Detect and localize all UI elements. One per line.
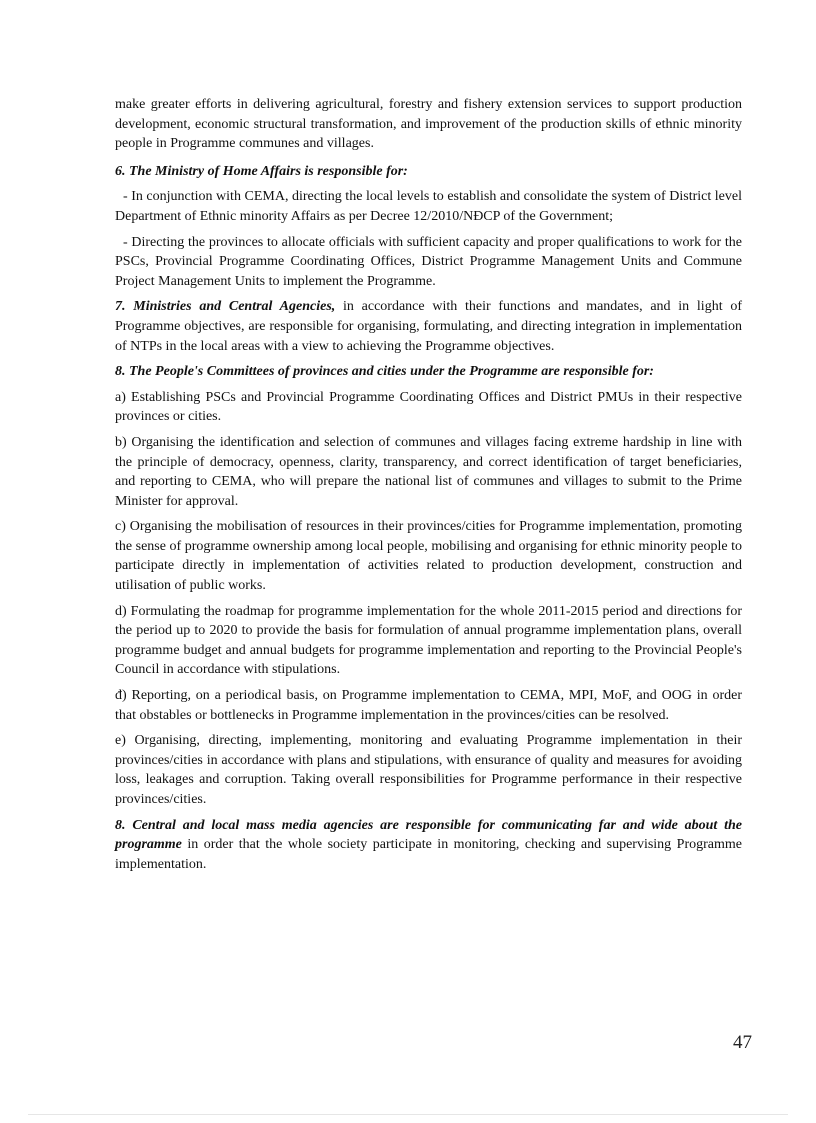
section-heading-6: 6. The Ministry of Home Affairs is responsible for:	[115, 163, 408, 179]
paragraph-7	[115, 297, 742, 356]
section-heading-8: 8. The People's Committees of provinces and cities under the Programme are responsible for:	[115, 364, 654, 380]
paragraph-8dd: đ) Reporting, on a periodical basis, on Programme implementation to CEMA, MPI, MoF, and OOG in order that obstables or bottlenecks in Programme implementation in the provinces/cities can be resolved.	[115, 688, 742, 723]
paragraph-media	[115, 816, 742, 875]
section-heading-7: 7. Ministries and Central Agencies,	[115, 299, 336, 315]
section-heading-media: 8. Central and local mass media agencies are responsible for communicating far and wide about the programme	[115, 817, 742, 853]
paragraph-8e: e) Organising, directing, implementing, monitoring and evaluating Programme implementation in their provinces/cities in accordance with plans and stipulations, with ensurance of quality and measures for avoiding loss, leakages and corruption. Taking overall responsibilities for Programme performance in their respective provinces/cities.	[115, 733, 742, 807]
paragraph-8b: b) Organising the identification and selection of communes and villages facing extreme hardship in line with the principle of democracy, openness, clarity, transparency, and correct identification of target beneficiaries, and reporting to CEMA, who will prepare the national list of communes and villages to submit to the Prime Minister for approval.	[115, 434, 742, 509]
paragraph-8c: c) Organising the mobilisation of resources in their provinces/cities for Programme implementation, promoting the sense of programme ownership among local people, mobilising and organising for ethnic minority people to participate directly in implementation of activities related to production development, construction and utilisation of public works.	[115, 519, 742, 594]
paragraph-8a: a) Establishing PSCs and Provincial Programme Coordinating Offices and District PMUs in their respective provinces or cities.	[115, 389, 742, 425]
paragraph-6a: - In conjunction with CEMA, directing the local levels to establish and consolidate the system of District level Department of Ethnic minority Affairs as per Decree 12/2010/NĐCP of the Government;	[115, 189, 742, 224]
paragraph-8d: d) Formulating the roadmap for programme implementation for the whole 2011-2015 period and directions for the period up to 2020 to provide the basis for formulation of annual programme implementation plans, overall programme budget and annual budgets for programme implementation and reporting to the Provincial People's Council in accordance with stipulations.	[115, 603, 742, 678]
page-number: 47	[733, 1032, 752, 1053]
paragraph-media-body: in order that the whole society participate in monitoring, checking and supervising Programme implementation.	[115, 837, 742, 872]
paragraph-6b: - Directing the provinces to allocate officials with sufficient capacity and proper qualifications to work for the PSCs, Provincial Programme Coordinating Offices, District Programme Management Units and Commune Project Management Units to implement the Programme.	[115, 234, 742, 289]
paragraph-continuation: make greater efforts in delivering agricultural, forestry and fishery extension services to support production development, economic structural transformation, and improvement of the production skills of ethnic minority people in Programme communes and villages.	[115, 97, 742, 152]
body-text	[115, 95, 742, 880]
page-bottom-divider	[28, 1114, 788, 1115]
paragraph-7-body: in accordance with their functions and mandates, and in light of Programme objectives, are responsible for organising, formulating, and directing integration in implementation of NTPs in the local areas with a view to achieving the Programme objectives.	[115, 299, 742, 354]
